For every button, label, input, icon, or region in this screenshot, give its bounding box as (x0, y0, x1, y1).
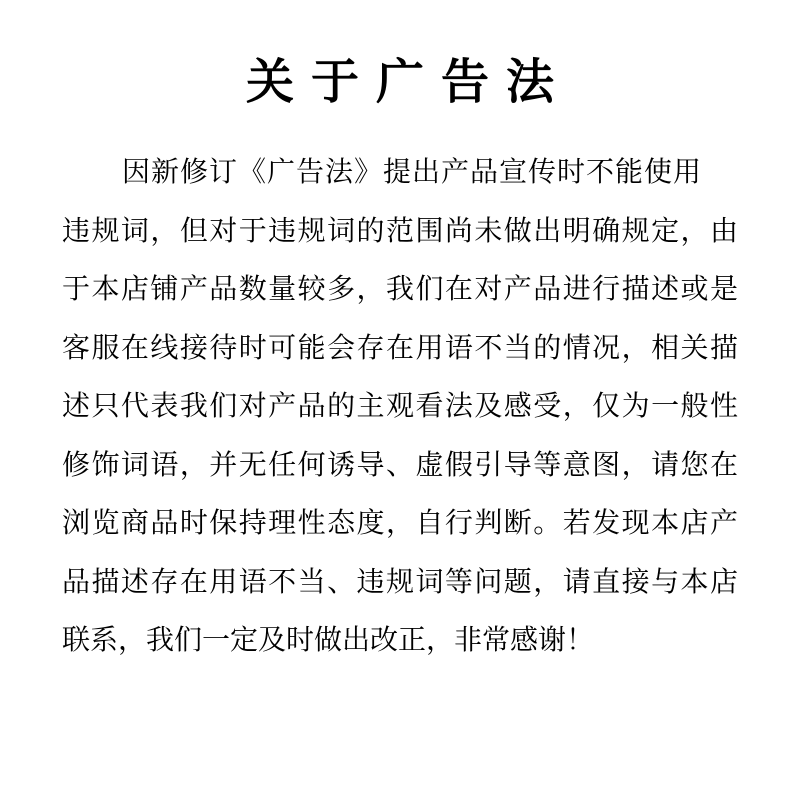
paragraph-line: 浏览商品时保持理性态度，自行判断。若发现本店产 (62, 507, 738, 538)
paragraph-line: 述只代表我们对产品的主观看法及感受，仅为一般性 (62, 390, 738, 421)
paragraph-line: 客服在线接待时可能会存在用语不当的情况，相关描 (62, 331, 738, 363)
paragraph-line: 违规词，但对于违规词的范围尚未做出明确规定，由 (62, 214, 738, 246)
notice-paragraph (62, 143, 738, 670)
paragraph-line: 于本店铺产品数量较多，我们在对产品进行描述或是 (62, 273, 738, 304)
paragraph-line: 联系，我们一定及时做出改正，非常感谢！ (62, 624, 595, 655)
page-title: 关于广告法 (245, 56, 571, 109)
paragraph-line: 因新修订《广告法》提出产品宣传时不能使用 (122, 156, 703, 187)
paragraph-line: 修饰词语，并无任何诱导、虚假引导等意图，请您在 (62, 448, 738, 480)
paragraph-line: 品描述存在用语不当、违规词等问题，请直接与本店 (62, 565, 738, 597)
